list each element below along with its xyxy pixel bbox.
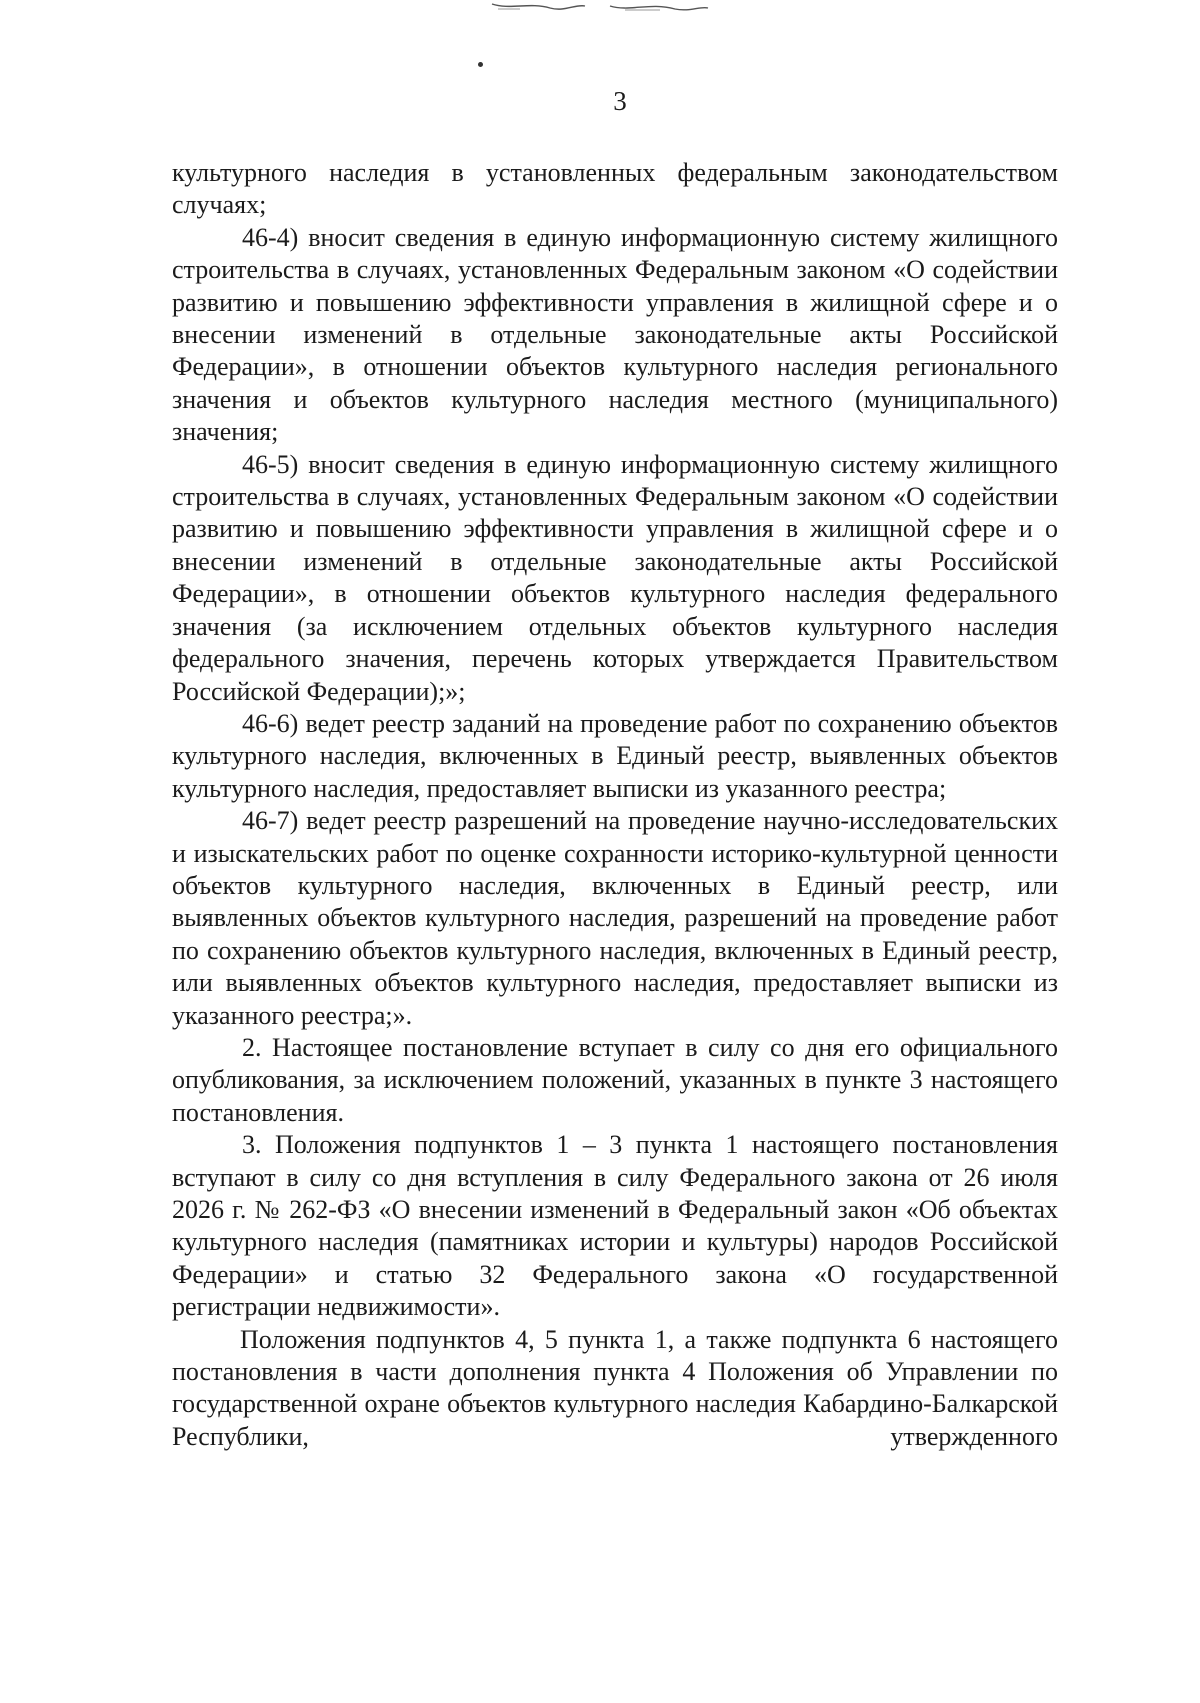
scan-speck <box>478 62 483 67</box>
paragraph-continuation: культурного наследия в установленных федеральным законодательством случаях; <box>172 158 1058 220</box>
paragraph-provisions: Положения подпунктов 4, 5 пункта 1, а также подпункта 6 настоящего постановления в части дополнения пункта 4 Положения об Управлении по государственной охране объектов культурного наследия Кабардино-Балкарской Республики, утвержденного <box>172 1324 1058 1451</box>
document-body <box>172 157 1058 1453</box>
paragraph-46-5: 46-5) вносит сведения в единую информационную систему жилищного строительства в случаях, установленных Федеральным законом «О содействии развитию и повышению эффективности управления в жилищной сфере и о внесении изменений в отдельные законодательные акты Российской Федерации», в отношении объектов культурного наследия федерального значения (за исключением отдельных объектов культурного наследия федерального значения, перечень которых утверждается Правительством Российской Федерации);»; <box>172 449 1058 706</box>
paragraph-item-3: 3. Положения подпунктов 1 – 3 пункта 1 настоящего постановления вступают в силу со дня вступления в силу Федерального закона от 26 июля 2026 г. № 262-ФЗ «О внесении изменений в Федеральный закон «Об объектах культурного наследия (памятниках истории и культуры) народов Российской Федерации» и статью 32 Федерального закона «О государственной регистрации недвижимости». <box>172 1130 1058 1322</box>
page-number: 3 <box>613 86 627 116</box>
paragraph-item-2: 2. Настоящее постановление вступает в силу со дня его официального опубликования, за исключением положений, указанных в пункте 3 настоящего постановления. <box>172 1032 1058 1127</box>
paragraph-46-7: 46-7) ведет реестр разрешений на проведение научно-исследовательских и изыскательских работ по оценке сохранности историко-культурной ценности объектов культурного наследия, включенных в Единый реестр, или выявленных объектов культурного наследия, разрешений на проведение работ по сохранению объектов культурного наследия, включенных в Единый реестр, или выявленных объектов культурного наследия, предоставляет выписки из указанного реестра;». <box>172 806 1058 1030</box>
paragraph-46-4: 46-4) вносит сведения в единую информационную систему жилищного строительства в случаях, установленных Федеральным законом «О содействии развитию и повышению эффективности управления в жилищной сфере и о внесении изменений в отдельные законодательные акты Российской Федерации», в отношении объектов культурного наследия регионального значения и объектов культурного наследия местного (муниципального) значения; <box>172 222 1058 447</box>
stamp-fragment-marks <box>490 0 710 14</box>
paragraph-46-6: 46-6) ведет реестр заданий на проведение работ по сохранению объектов культурного наследия, включенных в Единый реестр, выявленных объектов культурного наследия, предоставляет выписки из указанного реестра; <box>172 708 1058 803</box>
